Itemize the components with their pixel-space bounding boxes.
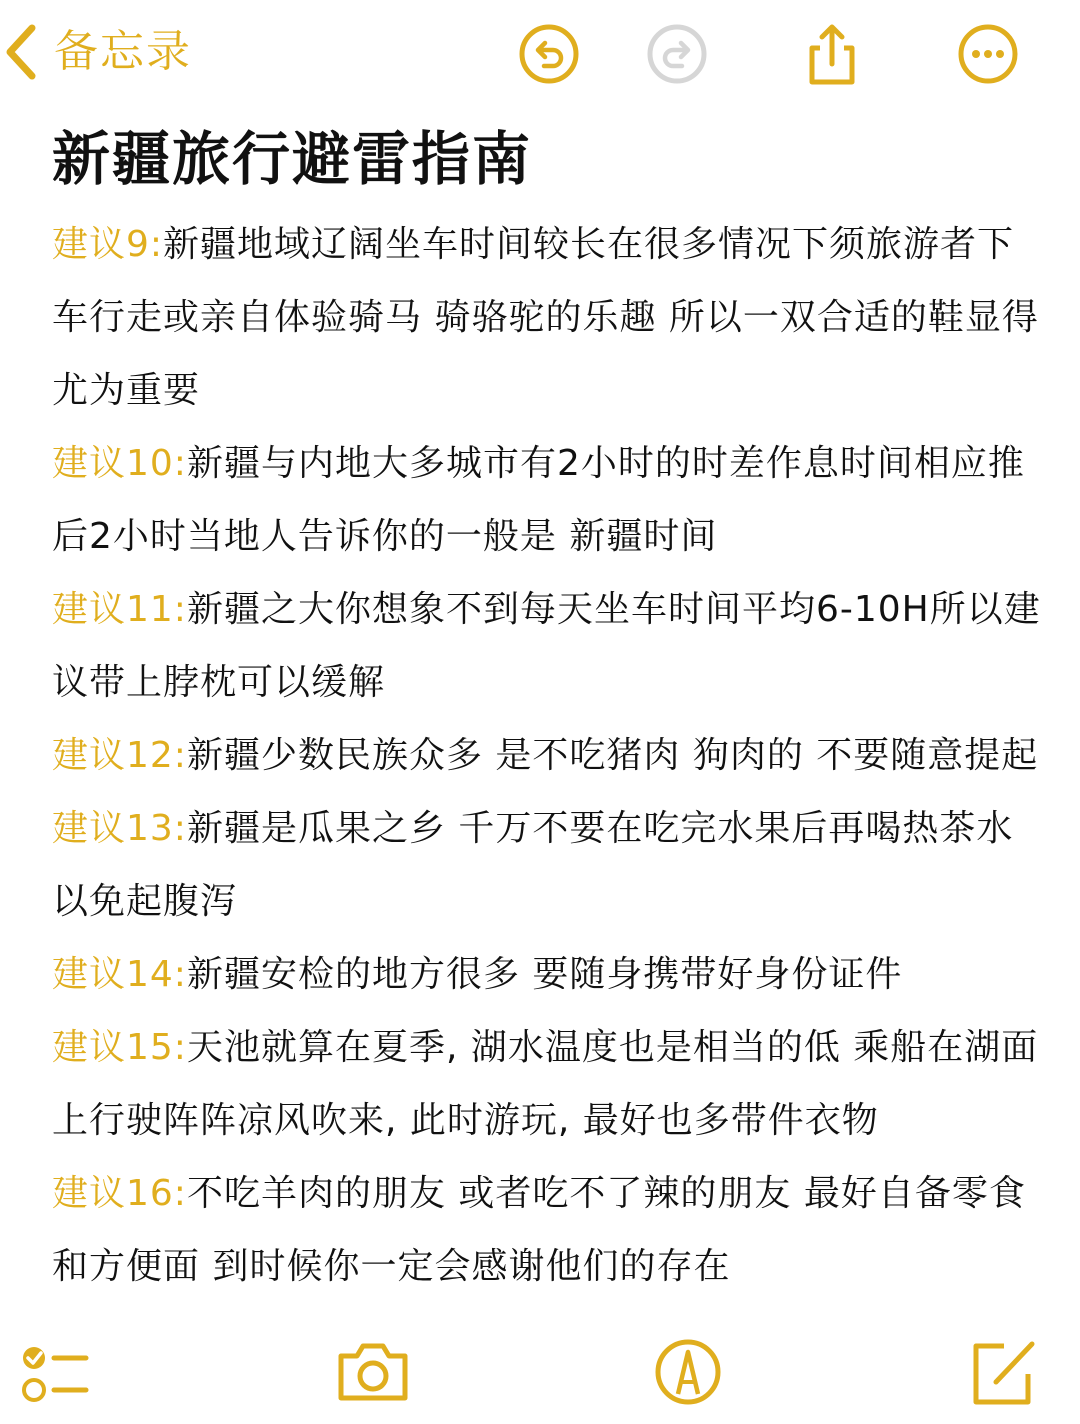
suggestion-text: 新疆地域辽阔坐车时间较长在很多情况下须旅游者下车行走或亲自体验骑马 骑骆驼的乐趣 所以一双合适的鞋显得尤为重要 [52,224,1039,411]
note-title: 新疆旅行避雷指南 [52,125,533,193]
more-icon [956,22,1020,86]
back-button[interactable] [0,20,192,84]
undo-icon [517,22,581,86]
note-paragraph [52,427,1042,573]
chevron-left-icon [0,22,40,82]
compose-icon [964,1332,1044,1412]
suggestion-label: 建议15: [52,1027,187,1068]
checklist-icon [14,1332,94,1412]
note-paragraph [52,792,1042,938]
suggestion-label: 建议16: [52,1173,187,1214]
undo-button[interactable] [517,22,581,86]
suggestion-label: 建议9: [52,224,164,265]
share-button[interactable] [800,22,864,86]
compose-button[interactable] [964,1332,1044,1412]
suggestion-text: 新疆是瓜果之乡 千万不要在吃完水果后再喝热茶水以免起腹泻 [52,808,1014,922]
bottom-toolbar [0,1320,1080,1424]
suggestion-label: 建议12: [52,735,187,776]
suggestion-text: 不吃羊肉的朋友 或者吃不了辣的朋友 最好自备零食和方便面 到时候你一定会感谢他们的存在 [52,1173,1026,1287]
top-toolbar [0,0,1080,110]
redo-button[interactable] [645,22,709,86]
suggestion-text: 新疆之大你想象不到每天坐车时间平均6-10H所以建议带上脖枕可以缓解 [52,589,1041,703]
note-paragraph [52,1011,1042,1157]
suggestion-label: 建议10: [52,443,187,484]
suggestion-label: 建议11: [52,589,187,630]
redo-icon [645,22,709,86]
suggestion-text: 新疆与内地大多城市有2小时的时差作息时间相应推后2小时当地人告诉你的一般是 新疆时间 [52,443,1025,557]
suggestion-label: 建议14: [52,954,187,995]
suggestion-text: 新疆少数民族众多 是不吃猪肉 狗肉的 不要随意提起 [186,735,1039,776]
note-paragraph [52,938,1042,1011]
back-label: 备忘录 [54,26,192,77]
suggestion-text: 新疆安检的地方很多 要随身携带好身份证件 [186,954,903,995]
markup-pen-icon [648,1332,728,1412]
note-paragraph [52,208,1042,427]
suggestion-label: 建议13: [52,808,187,849]
camera-button[interactable] [333,1332,413,1412]
note-paragraph [52,719,1042,792]
suggestion-text: 天池就算在夏季, 湖水温度也是相当的低 乘船在湖面上行驶阵阵凉风吹来, 此时游玩, 最好也多带件衣物 [52,1027,1039,1141]
note-paragraph [52,573,1042,719]
checklist-button[interactable] [14,1332,94,1412]
markup-button[interactable] [648,1332,728,1412]
note-paragraph [52,1157,1042,1303]
more-button[interactable] [956,22,1020,86]
note-body[interactable] [52,114,1042,1303]
camera-icon [333,1332,413,1412]
share-icon [800,22,864,86]
